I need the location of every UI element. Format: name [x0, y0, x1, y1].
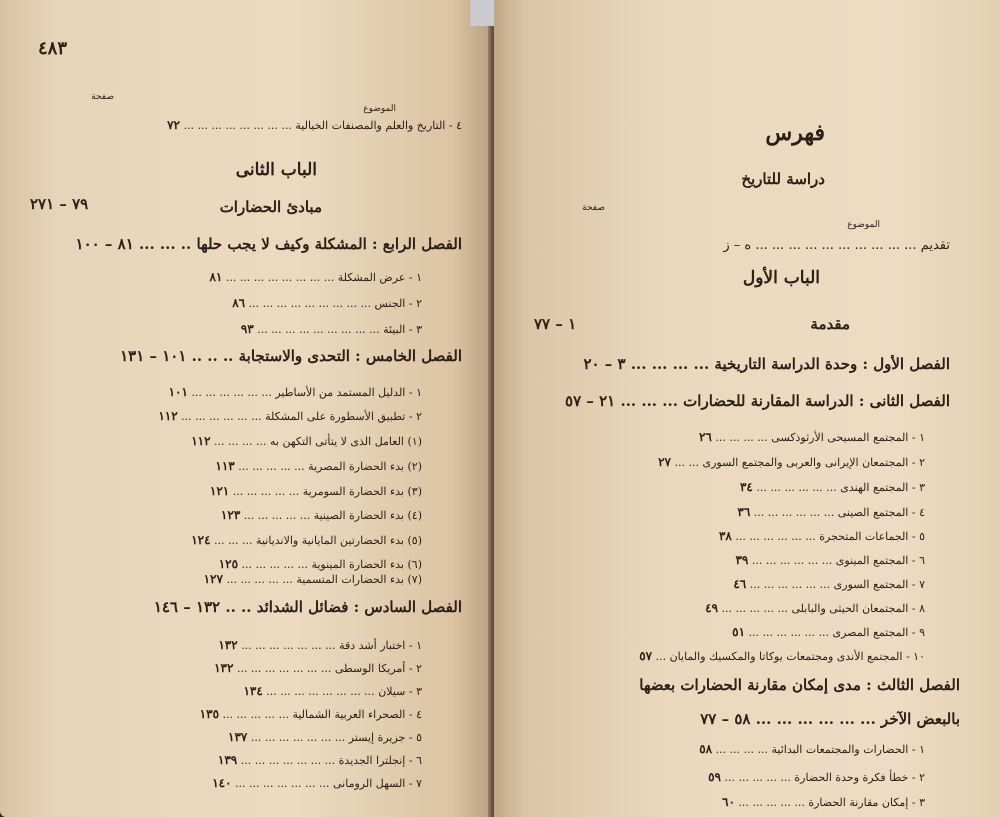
toc-entry — [232, 296, 422, 310]
right-page — [494, 0, 1000, 817]
entry-page: ٦٠ — [722, 795, 735, 809]
leader-dots: ... ... ... ... ... ... — [748, 626, 829, 639]
leader-dots: ... ... ... ... ... ... ... — [236, 662, 332, 675]
entry-label: ٢ - أمريكا الوسطى — [334, 662, 422, 675]
entry-label: ٢ - المجتمعان الإيرانى والعربى والمجتمع السورى — [702, 456, 925, 469]
leader-dots: ... ... ... ... ... ... ... ... — [183, 119, 292, 132]
chapter-label: الفصل الخامس : التحدى والاستجابة — [238, 347, 462, 365]
entry-label: ٤ - المجتمع الصينى — [837, 506, 925, 519]
toc-entry — [241, 322, 422, 336]
chapter-label: الفصل الثانى : الدراسة المقارنة للحضارات — [683, 392, 950, 410]
toc-entry — [740, 480, 925, 494]
entry-label: ٤ - التاريخ والعلم والمصنفات الخيالية — [295, 119, 462, 132]
entry-label: تقديم — [920, 238, 950, 253]
entry-page: ١٣٩ — [217, 753, 238, 767]
leader-dots: .. ... ... — [139, 235, 192, 253]
leader-dots: ... ... ... ... ... — [241, 558, 308, 571]
entry-page: ١٣٥ — [199, 707, 220, 721]
entry-page: ٧٢ — [167, 118, 180, 132]
chapter-label: الفصل الرابع : المشكلة وكيف لا يجب حلها — [196, 235, 462, 253]
entry-label: ١ - الحضارات والمجتمعات البدائية — [771, 743, 925, 756]
toc-entry — [735, 553, 925, 567]
entry-label: ٢ - تطبيق الأسطورة على المشكلة — [265, 410, 422, 423]
column-header-page: صفحة — [91, 92, 114, 102]
leader-dots: .. .. .. — [191, 347, 234, 365]
chapter-1-heading — [583, 355, 950, 373]
entry-label: (٣) بدء الحضارة السومرية — [302, 485, 422, 498]
toc-entry — [219, 557, 422, 571]
chapter-2-heading — [565, 392, 950, 410]
toc-entry — [214, 661, 422, 675]
entry-page: ١٣٢ — [218, 638, 238, 652]
toc-entry — [705, 601, 925, 615]
entry-label: ٣ - إمكان مقارنة الحضارة — [808, 796, 925, 809]
entry-page: ٥٩ — [708, 770, 721, 784]
toc-entry — [228, 730, 422, 744]
entry-label: (٦) بدء الحضارة المينوية — [311, 558, 422, 571]
chapter-label: الفصل السادس : فضائل الشدائد — [256, 598, 462, 616]
left-page — [0, 0, 492, 817]
toc-entry — [169, 385, 422, 399]
toc-entry — [658, 455, 925, 469]
toc-entry — [158, 409, 422, 423]
entry-page: ١٢١ — [209, 484, 230, 498]
entry-label: ١ - اختبار أشد دقة — [339, 639, 422, 652]
chapter-5-heading — [120, 347, 462, 365]
toc-entry — [722, 795, 925, 809]
entry-label: ٥ - الجماعات المتحجرة — [819, 530, 925, 543]
leader-dots: ... ... — [674, 456, 699, 469]
leader-dots: ... ... ... — [214, 534, 253, 547]
leader-dots: ... ... ... ... ... ... ... ... ... — [257, 323, 380, 336]
leader-dots: ... ... ... ... ... ... — [753, 506, 835, 519]
entry-page: ١١٢ — [191, 434, 211, 448]
chapter-3-heading: الفصل الثالث : مدى إمكان مقارنة الحضارات بعضها — [639, 676, 960, 694]
entry-page: ٢٧ — [658, 455, 671, 469]
toc-entry — [191, 434, 422, 448]
leader-dots: ... ... ... ... ... ... ... — [240, 754, 336, 767]
leader-dots: ... ... ... ... ... ... ... — [241, 639, 336, 652]
leader-dots: ... ... ... ... ... ... ... ... ... — [248, 297, 372, 310]
leader-dots: ... ... ... ... — [715, 743, 769, 756]
leader-dots: ... ... ... ... ... ... — [756, 481, 837, 494]
chapter-3-heading-cont — [700, 710, 960, 728]
entry-page: ٤٩ — [705, 601, 719, 615]
toc-entry — [209, 270, 422, 284]
part-title: الباب الأول — [742, 268, 820, 288]
entry-page: ١٢٤ — [191, 533, 211, 547]
leader-dots: ... ... ... ... ... ... ... ... — [266, 685, 375, 698]
entry-label: ٢ - الجنس — [374, 297, 422, 310]
entry-label: ٣ - سيلان — [378, 685, 422, 698]
entry-page: ٩٣ — [240, 322, 254, 336]
leader-dots: ... ... ... ... ... — [738, 796, 805, 809]
chapter-range: ١٣٢ – ١٤٦ — [153, 598, 221, 616]
entry-page: ١٢٥ — [218, 557, 239, 571]
chapter-range: ٨١ – ١٠٠ — [75, 235, 134, 253]
index-title: فهرس — [765, 120, 825, 146]
entry-page: ١٤٠ — [212, 776, 232, 790]
leader-dots: ... — [655, 650, 667, 663]
part-title: الباب الثانى — [235, 160, 317, 180]
entry-label: ٤ - الصحراء العربية الشمالية — [292, 708, 422, 721]
chapter-range: ١٠١ – ١٣١ — [120, 347, 187, 365]
toc-entry — [699, 742, 925, 756]
chapter-label-continued: بالبعض الآخر — [881, 710, 960, 728]
leader-dots: ... ... ... ... ... ... — [751, 554, 833, 567]
entry-label: (٥) بدء الحضارتين المايانية والانديانية — [256, 534, 422, 547]
entry-range: ه – ز — [723, 238, 752, 253]
leader-dots: ... ... ... ... ... ... — [181, 410, 262, 423]
entry-label: (٧) بدء الحضارات المتسمية — [296, 573, 422, 586]
preface-label: مقدمة — [810, 315, 850, 333]
toc-entry — [708, 770, 925, 784]
column-header-subject: الموضوع — [363, 104, 396, 114]
leader-dots: ... ... ... ... ... — [238, 460, 305, 473]
entry-page: ٣٤ — [739, 480, 753, 494]
entry-label: ٣ - المجتمع الهندى — [840, 481, 925, 494]
toc-entry — [167, 118, 462, 132]
leader-dots: ... ... ... ... ... — [232, 485, 300, 498]
entry-label: ٥ - جزيرة إيستر — [348, 731, 422, 744]
entry-label: ١ - الدليل المستمد من الأساطير — [275, 386, 422, 399]
toc-entry — [719, 529, 925, 543]
toc-entry — [737, 505, 925, 519]
leader-dots: ... ... ... ... ... ... ... ... — [225, 271, 335, 284]
entry-label: ١ - المجتمع المسيحى الأرثوذكسى — [771, 431, 925, 444]
preface-range: ١ – ٧٧ — [534, 315, 577, 333]
toc-entry — [639, 649, 925, 663]
toc-entry-intro — [723, 238, 950, 253]
entry-label: ٦ - إنجلترا الجديدة — [338, 754, 422, 767]
entry-label: ١٠ - المجتمع الأندى ومجتمعات يوكاتا والمكسيك والمايان — [669, 650, 925, 663]
leader-dots: ... ... ... ... ... ... ... — [235, 777, 330, 790]
column-header-page: صفحة — [582, 203, 605, 213]
chapter-range: ٥٨ – ٧٧ — [700, 710, 751, 728]
leader-dots: ... ... ... ... ... ... — [735, 530, 816, 543]
entry-label: ٧ - المجتمع السورى — [833, 578, 925, 591]
leader-dots: ... ... ... ... ... ... ... ... ... ... — [755, 238, 917, 253]
chapter-range: ٢١ – ٥٧ — [565, 392, 616, 410]
entry-page: ٥١ — [732, 625, 746, 639]
toc-entry — [200, 707, 422, 721]
part-range: ٧٩ – ٢٧١ — [30, 195, 89, 213]
leader-dots: ... ... ... ... ... — [222, 708, 289, 721]
entry-label: ٢ - خطأ فكرة وحدة الحضارة — [794, 771, 925, 784]
leader-dots: ... ... ... ... — [214, 435, 267, 448]
toc-entry — [732, 625, 925, 639]
entry-page: ١٣٤ — [243, 684, 263, 698]
leader-dots: ... ... ... ... ... — [243, 509, 311, 522]
toc-entry — [218, 753, 422, 767]
entry-page: ٥٧ — [639, 649, 653, 663]
toc-entry — [243, 684, 422, 698]
entry-label: (٢) بدء الحضارة المصرية — [308, 460, 422, 473]
toc-entry — [221, 508, 422, 522]
entry-page: ١٢٣ — [220, 508, 241, 522]
leader-dots: ... ... ... ... — [715, 431, 768, 444]
toc-entry — [218, 638, 422, 652]
entry-page: ٣٩ — [735, 553, 749, 567]
leader-dots: ... ... ... — [620, 392, 678, 410]
entry-page: ١١٣ — [215, 459, 235, 473]
entry-label: ٣ - البيئة — [383, 323, 422, 336]
entry-label: ٨ - المجتمعان الحيثى والبابلى — [791, 602, 925, 615]
entry-page: ١٢٧ — [203, 572, 223, 586]
part-subtitle: مبادئ الحضارات — [219, 198, 322, 216]
toc-entry — [191, 533, 422, 547]
toc-entry — [733, 577, 925, 591]
entry-page: ٥٨ — [699, 742, 713, 756]
entry-page: ٣٨ — [718, 529, 732, 543]
leader-dots: ... ... ... ... ... ... — [191, 386, 272, 399]
leader-dots: ... ... ... ... ... — [721, 602, 788, 615]
leader-dots: ... ... ... ... — [630, 355, 710, 373]
chapter-6-heading — [154, 598, 462, 616]
page-number: ٤٨٣ — [38, 38, 68, 59]
entry-page: ٨٦ — [232, 296, 246, 310]
toc-entry — [210, 484, 422, 498]
entry-page: ٤٦ — [733, 577, 747, 591]
toc-entry — [204, 572, 422, 586]
entry-label: (١) العامل الذى لا يتأتى التكهن به — [269, 435, 422, 448]
toc-entry — [215, 459, 422, 473]
chapter-label: الفصل الأول : وحدة الدراسة التاريخية — [714, 355, 950, 373]
entry-page: ٣٦ — [737, 505, 751, 519]
chapter-range: ٣ – ٢٠ — [583, 355, 626, 373]
entry-page: ٢٦ — [698, 430, 712, 444]
entry-label: (٤) بدء الحضارة الصينية — [313, 509, 422, 522]
book-subtitle: دراسة للتاريخ — [741, 170, 825, 188]
entry-label: ٦ - المجتمع المينوى — [835, 554, 925, 567]
toc-entry — [212, 776, 422, 790]
entry-label: ١ - عرض المشكلة — [337, 271, 422, 284]
entry-page: ١٣٢ — [214, 661, 234, 675]
entry-page: ١٠١ — [168, 385, 188, 399]
leader-dots: ... ... ... ... ... ... — [755, 710, 876, 728]
column-header-subject: الموضوع — [847, 220, 880, 230]
leader-dots: ... ... ... ... ... — [226, 573, 293, 586]
toc-entry — [699, 430, 925, 444]
entry-label: ٧ - السهل الرومانى — [332, 777, 422, 790]
entry-page: ١١٢ — [158, 409, 178, 423]
chapter-4-heading — [76, 235, 462, 253]
entry-page: ١٣٧ — [228, 730, 248, 744]
entry-label: ٩ - المجتمع المصرى — [832, 626, 925, 639]
leader-dots: ... ... ... ... ... — [724, 771, 791, 784]
leader-dots: ... ... ... ... ... ... ... — [250, 731, 346, 744]
leader-dots: ... ... ... ... ... ... — [749, 578, 831, 591]
leader-dots: .. .. — [225, 598, 252, 616]
entry-page: ٨١ — [209, 270, 223, 284]
